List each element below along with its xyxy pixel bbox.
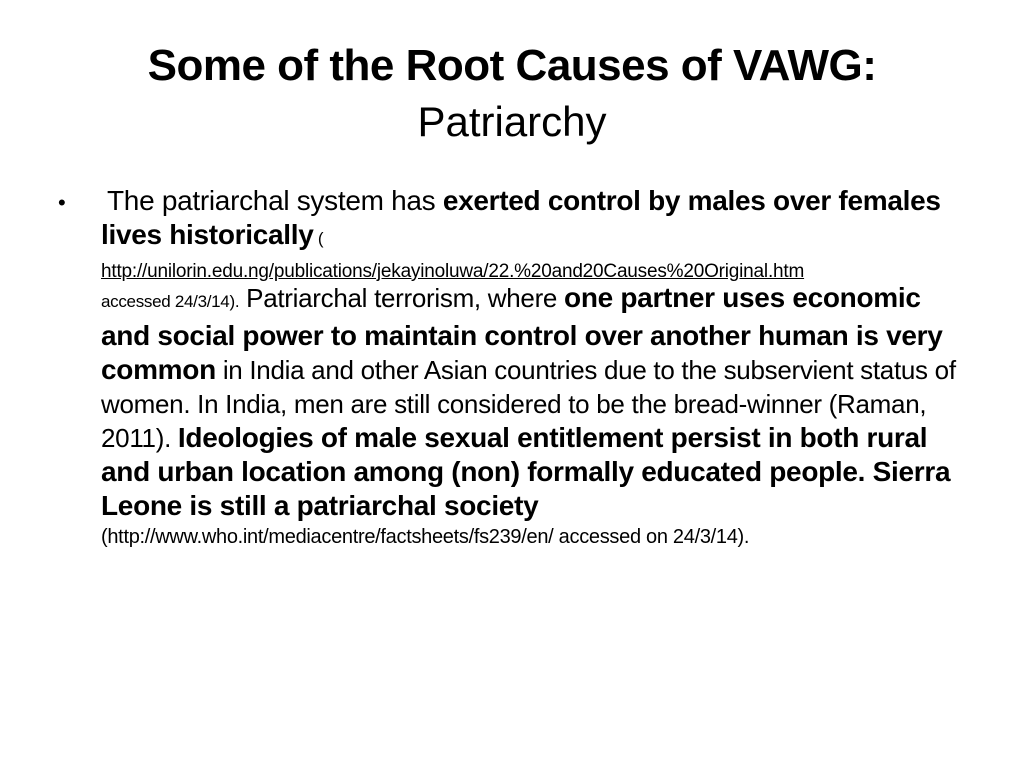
sentence-2-emphasis: one partner uses economic and social power to maintain control over another human is very common	[101, 282, 943, 385]
title-subtitle: Patriarchy	[417, 98, 607, 145]
sentence-2-text: Patriarchal terrorism, where	[239, 283, 565, 313]
slide-title	[60, 38, 964, 150]
citation-open-paren: (	[313, 229, 324, 248]
sentence-3-emphasis: Ideologies of male sexual entitlement persist in both rural and urban location among (non) formally educated people. Sierra Leone is still a patriarchal society	[101, 422, 951, 521]
bullet-icon: •	[58, 190, 66, 215]
sentence-1-emphasis: exerted control by males over females lives historically	[101, 185, 941, 250]
sentence-1-text: The patriarchal system has	[107, 185, 443, 216]
citation-accessed: accessed 24/3/14).	[101, 292, 240, 311]
citation-link[interactable]: http://unilorin.edu.ng/publications/jekayinoluwa/22.%20and20Causes%20Original.htm	[101, 261, 805, 282]
title-main: Some of the Root Causes of VAWG:	[147, 41, 877, 90]
closing-citation: (http://www.who.int/mediacentre/factsheets/fs239/en/ accessed on 24/3/14).	[101, 526, 750, 548]
sentence-2-rest: in India and other Asian countries due to the subservient status of women. In India, men are still considered to be the bread-winner (Raman, 2011).	[101, 355, 956, 453]
bullet-body	[101, 184, 969, 551]
